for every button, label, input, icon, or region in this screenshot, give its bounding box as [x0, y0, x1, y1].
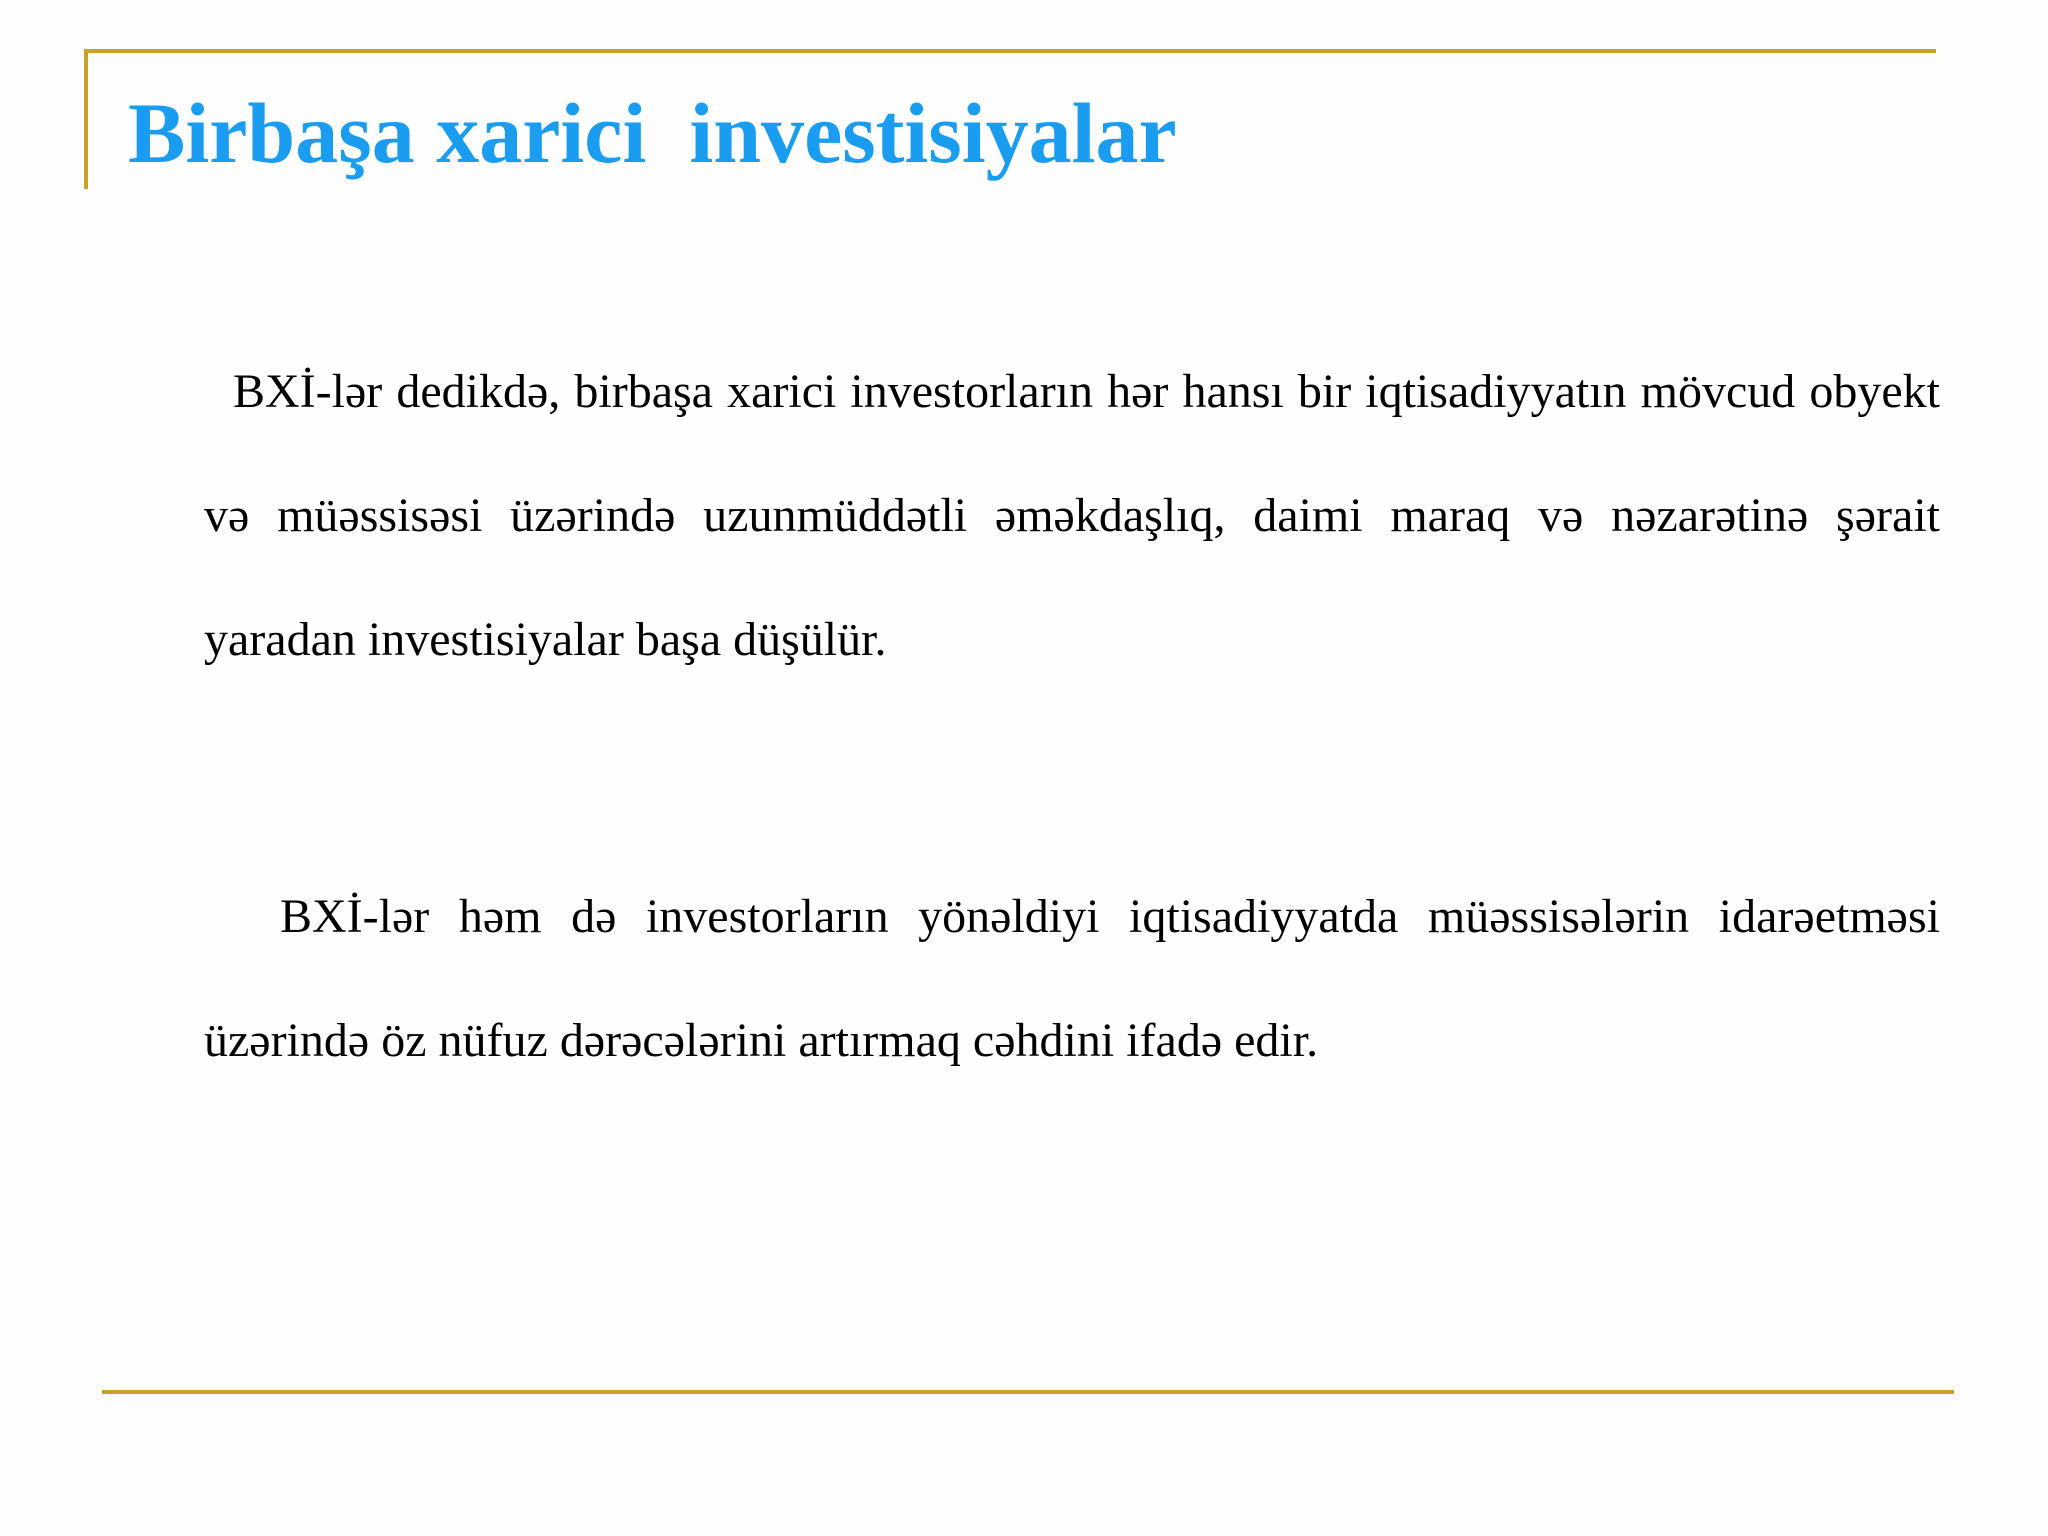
- frame-top-line: [84, 49, 1936, 53]
- frame-left-line: [84, 49, 88, 189]
- paragraph-1: BXİ-lər dedikdə, birbaşa xarici investorların hər hansı bir iqtisadiyyatın mövcud obyekt və müəssisəsi üzərində uzunmüddətli əməkdaşlıq, daimi maraq və nəzarətinə şərait yaradan investisiyalar başa düşülür.: [204, 365, 1940, 666]
- slide-title: Birbaşa xarici investisiyalar: [128, 85, 1177, 181]
- frame-bottom-line: [102, 1390, 1954, 1394]
- paragraph-2: BXİ-lər həm də investorların yönəldiyi iqtisadiyyatda müəssisələrin idarəetməsi üzərində öz nüfuz dərəcələrini artırmaq cəhdini ifadə edir.: [204, 890, 1940, 1067]
